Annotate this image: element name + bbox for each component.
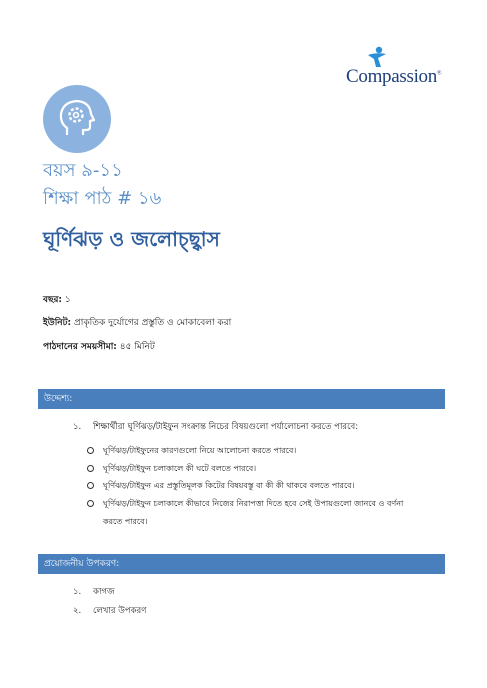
unit-value: প্রাকৃতিক দুর্যোগের প্রস্তুতি ও মোকাবেলা করা (74, 318, 232, 328)
objective-sub-item: ঘূর্ণিঝড়/টাইফুনের কারণগুলো নিয়ে আলোচনা করতে পারবে। (103, 445, 296, 458)
bullet-icon (87, 482, 94, 489)
time-value: ৪৫ মিনিট (119, 342, 155, 352)
bullet-icon (87, 465, 94, 472)
objective-number: ১. (73, 422, 82, 432)
objective-sub-item-continued: করতে পারবে। (103, 517, 148, 526)
objective-sub-item: ঘূর্ণিঝড়/টাইফুন এর প্রস্তুতিমূলক কিটের বিষয়বস্তু বা কী কী থাকবে বলতে পারবে। (103, 480, 354, 493)
brand-mark: ® (436, 70, 442, 77)
objective-main (73, 420, 443, 434)
compassion-logo-icon (364, 46, 390, 68)
material-number: ১. (73, 587, 82, 597)
material-item (73, 604, 273, 618)
time-label: পাঠদানের সময়সীমা: (43, 342, 117, 352)
material-text: লেখার উপকরণ (93, 606, 147, 616)
head-gear-icon (43, 85, 111, 153)
material-number: ২. (73, 606, 82, 616)
meta-unit (43, 315, 231, 330)
material-text: কাগজ (93, 587, 115, 597)
objective-text: শিক্ষার্থীরা ঘূর্ণিঝড়/টাইফুন সংক্রান্ত নিচের বিষয়গুলো পর্যালোচনা করতে পারবে: (93, 422, 359, 432)
lesson-number: শিক্ষা পাঠ # ১৬ (43, 188, 162, 209)
objectives-heading: উদ্দেশ্য: (38, 389, 445, 409)
year-label: বছর: (43, 295, 63, 305)
material-item (73, 585, 273, 599)
brand-name: Compassion (346, 66, 437, 87)
meta-time (43, 339, 155, 354)
materials-heading: প্রয়োজনীয় উপকরণ: (38, 554, 445, 574)
compassion-logo (346, 46, 446, 92)
objective-sub-item: ঘূর্ণিঝড়/টাইফুন চলাকালে কীভাবে নিজের নিরাপত্তা দিতে হবে সেই উপায়গুলো জানবে ও বর্ণনা (103, 498, 403, 511)
meta-year (43, 292, 71, 307)
year-value: ১ (64, 295, 71, 305)
bullet-icon (87, 500, 94, 507)
lesson-title: ঘূর্ণিঝড় ও জলোচ্ছ্বাস (43, 227, 220, 251)
bullet-icon (87, 447, 94, 454)
unit-label: ইউনিট: (43, 318, 72, 328)
objective-sub-item: ঘূর্ণিঝড়/টাইফুন চলাকালে কী ঘটে বলতে পারবে। (103, 463, 256, 476)
age-range: বয়স ৯-১১ (43, 160, 123, 181)
